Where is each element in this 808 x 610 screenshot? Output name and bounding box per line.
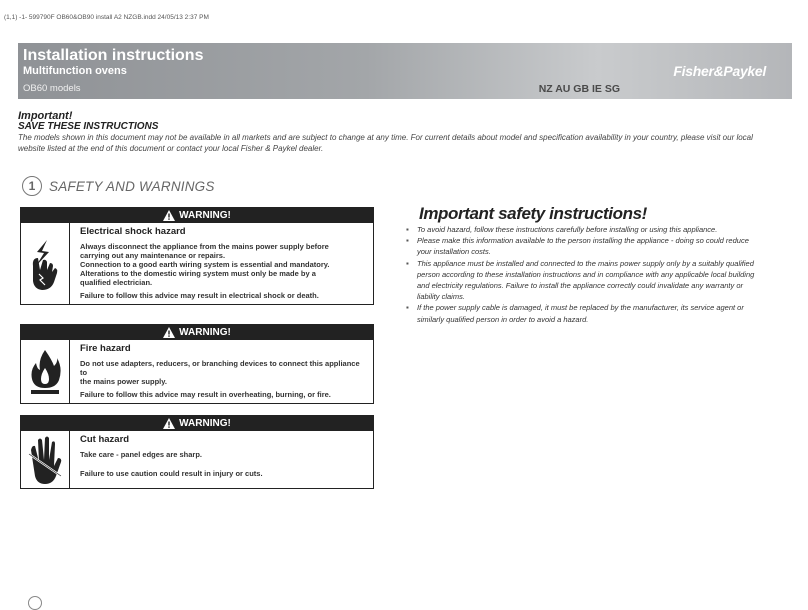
region-codes: NZ AU GB IE SG	[538, 83, 620, 95]
warning-triangle-icon	[163, 327, 175, 338]
section-title: SAFETY AND WARNINGS	[49, 178, 215, 194]
warning-header-label: WARNING!	[179, 210, 231, 221]
warning-header	[21, 416, 373, 431]
document-title: Installation instructions	[23, 47, 204, 64]
warning-consequence: Failure to follow this advice may result in overheating, burning, or fire.	[80, 390, 331, 399]
brand-logo: Fisher&Paykel	[673, 63, 766, 79]
warning-title: Fire hazard	[80, 343, 131, 354]
warning-header	[21, 325, 373, 340]
electric-shock-icon	[21, 223, 70, 304]
intro-paragraph: The models shown in this document may not be available in all markets and are subject to change at any time. For current details about model and specification availability in your country, please visit our local website listed at the end of this document or contact your local Fisher & Paykel dealer.	[18, 133, 753, 153]
warning-text-line: Always disconnect the appliance from the mains power supply before	[80, 242, 329, 251]
warning-title: Electrical shock hazard	[80, 226, 186, 237]
registration-mark	[28, 596, 42, 610]
save-instructions-heading: SAVE THESE INSTRUCTIONS	[18, 121, 159, 132]
warning-text-line: Do not use adapters, reducers, or branching devices to connect this appliance to	[80, 359, 360, 377]
fire-icon	[21, 340, 70, 403]
warning-consequence: Failure to follow this advice may result in electrical shock or death.	[80, 291, 319, 300]
safety-instructions-list	[404, 224, 762, 325]
print-slug-line: (1,1) -1- 599790F OB60&OB90 install A2 NZGB.indd 24/05/13 2:37 PM	[4, 14, 209, 21]
section-heading	[22, 175, 215, 197]
list-item: ▪ This appliance must be installed and connected to the mains power supply only by a suitably qualified person according to these installation instructions and in compliance with any applicable local building and electricity regulations. Failure to install the appliance correctly could invalidate any warranty or liability claims.	[404, 258, 762, 303]
warning-text-line: Connection to a good earth wiring system is essential and mandatory.	[80, 260, 330, 269]
warning-text-line: Alterations to the domestic wiring system must only be made by a	[80, 269, 316, 278]
section-number: 1	[22, 176, 42, 196]
warning-header	[21, 208, 373, 223]
important-heading: Important!	[18, 110, 73, 122]
list-item: ▪ To avoid hazard, follow these instructions carefully before installing or using this appliance.	[404, 224, 762, 235]
warning-consequence: Failure to use caution could result in injury or cuts.	[80, 469, 263, 478]
document-subtitle: Multifunction ovens	[23, 65, 127, 77]
warning-box-fire	[20, 324, 374, 404]
models-label: OB60 models	[23, 83, 81, 94]
warning-title: Cut hazard	[80, 434, 130, 445]
warning-triangle-icon	[163, 418, 175, 429]
cut-hand-icon	[21, 431, 70, 488]
warning-box-cut	[20, 415, 374, 489]
warning-text-line: qualified electrician.	[80, 278, 153, 287]
list-item: ▪ If the power supply cable is damaged, it must be replaced by the manufacturer, its service agent or similarly qualified person in order to avoid a hazard.	[404, 302, 762, 324]
warning-triangle-icon	[163, 210, 175, 221]
warning-header-label: WARNING!	[179, 327, 231, 338]
warning-header-label: WARNING!	[179, 418, 231, 429]
warning-text-line: carrying out any maintenance or repairs.	[80, 251, 226, 260]
header-banner	[18, 43, 792, 99]
warning-text-line: the mains power supply.	[80, 377, 167, 386]
list-item: ▪ Please make this information available to the person installing the appliance - doing so could reduce your installation costs.	[404, 235, 762, 257]
safety-instructions-title: Important safety instructions!	[419, 204, 647, 223]
warning-box-electrical	[20, 207, 374, 305]
warning-text-line: Take care - panel edges are sharp.	[80, 450, 203, 459]
